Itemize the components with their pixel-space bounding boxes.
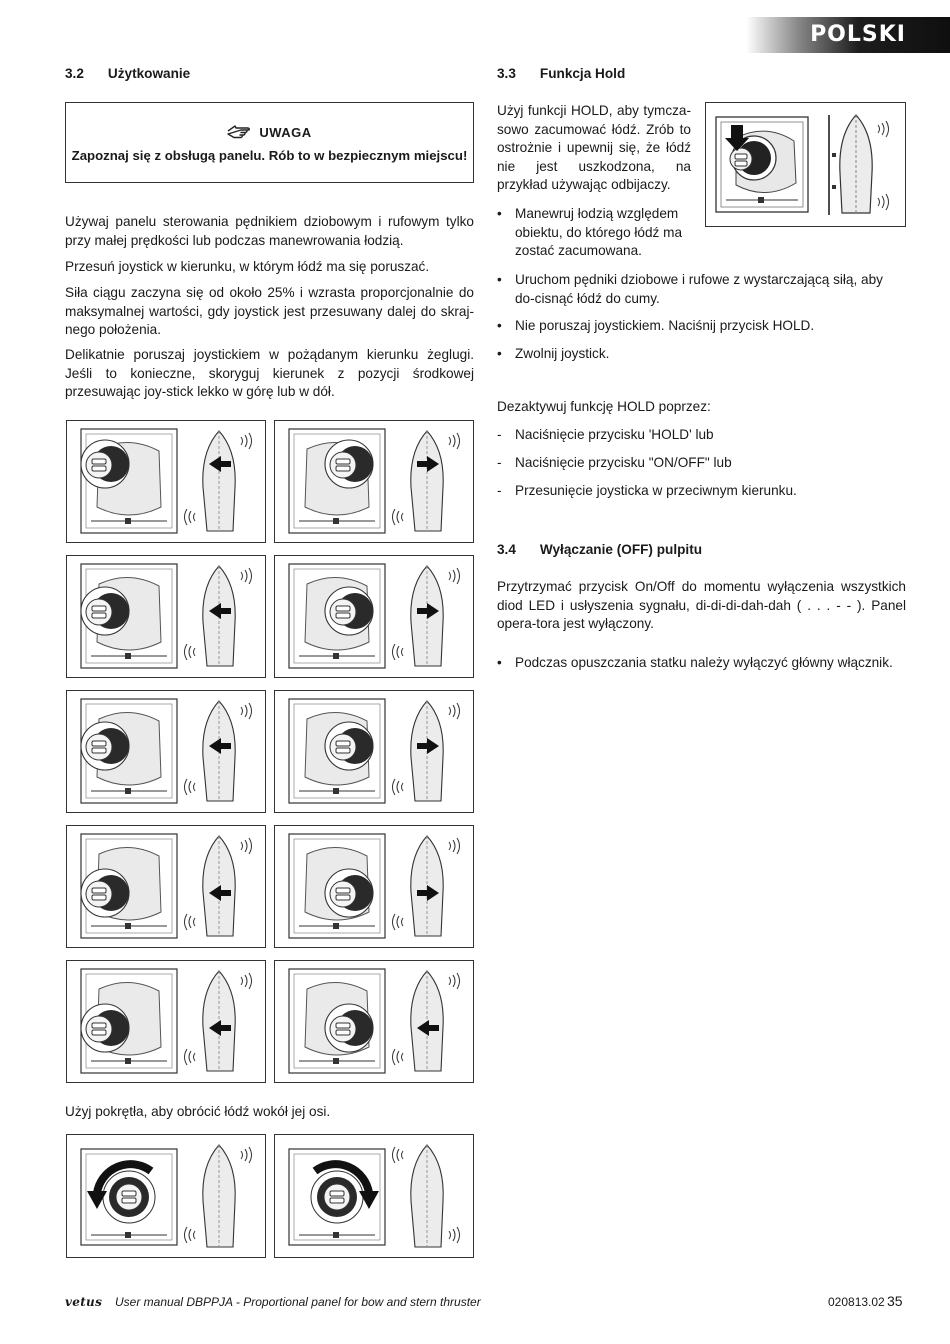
list-item: • Nie poruszaj joystickiem. Naciśnij przycisk HOLD.: [497, 318, 815, 333]
joystick-illustration: [66, 690, 266, 813]
list-item-text: Przesunięcie joysticka w przeciwnym kierunku.: [515, 483, 797, 498]
warning-text: Zapoznaj się z obsługą panelu. Rób to w bezpiecznym miejscu!: [71, 148, 468, 163]
joystick-illustration: [66, 825, 266, 948]
manual-title: User manual DBPPJA - Proportional panel for bow and stern thruster: [115, 1295, 481, 1309]
joystick-panel-icon: [289, 1149, 385, 1245]
section-title: Użytkowanie: [107, 66, 191, 81]
boat-thrust-icon: [185, 971, 252, 1071]
knob-caption: Użyj pokrętła, aby obrócić łódź wokół jej osi.: [65, 1104, 331, 1119]
list-item-text: Nie poruszaj joystickiem. Naciśnij przycisk HOLD.: [515, 318, 815, 333]
joystick-panel-icon: [81, 429, 177, 533]
boat-thrust-icon: [393, 566, 460, 666]
section-number: 3.3: [497, 66, 516, 81]
joystick-panel-icon: [81, 1149, 177, 1245]
boat-thrust-icon: [393, 701, 460, 801]
joystick-panel-icon: [289, 834, 385, 938]
section-number: 3.4: [497, 542, 516, 557]
boat-thrust-icon: [393, 431, 460, 531]
warning-label: UWAGA: [259, 125, 312, 140]
list-item: - Przesunięcie joysticka w przeciwnym kierunku.: [497, 483, 797, 498]
list-item: • Podczas opuszczania statku należy wyłączyć główny włącznik.: [497, 655, 893, 670]
list-item: • Uruchom pędniki dziobowe i rufowe z wystarczającą siłą, aby do-cisnąć łódź do cumy.: [497, 272, 883, 306]
joystick-illustration: [66, 960, 266, 1083]
list-item-text: Naciśnięcie przycisku "ON/OFF" lub: [515, 455, 732, 470]
joystick-panel-icon: [81, 969, 177, 1073]
list-item: • Zwolnij joystick.: [497, 345, 610, 361]
section-heading-3-4: [497, 541, 906, 560]
joystick-panel-icon: [81, 564, 177, 668]
joystick-illustration: [274, 825, 474, 948]
joystick-panel-icon: [289, 969, 385, 1073]
language-tab: POLSKI: [746, 17, 950, 53]
boat-thrust-icon: [393, 1145, 460, 1247]
joystick-illustration: [66, 420, 266, 543]
joystick-panel-icon: [81, 699, 177, 803]
paragraph-thrust: Siła ciągu zaczyna się od około 25% i wzrasta proporcjonalnie do maksymalnej wartości, gdy joystick jest przesuwany dalej do skraj-nego położenia.: [65, 285, 474, 337]
list-item-text: Podczas opuszczania statku należy wyłączyć główny włącznik.: [515, 655, 893, 670]
joystick-illustration: [274, 420, 474, 543]
section-heading-3-3: [497, 65, 906, 84]
boat-thrust-icon: [185, 701, 252, 801]
section-heading-3-2: [65, 65, 474, 84]
paragraph-correct-direction: Delikatnie poruszaj joystickiem w pożądanym kierunku żeglugi. Jeśli to konieczne, skoryguj kierunek z pozycji środkowej przesuwając joy-stick lekko w górę lub w dół.: [65, 347, 474, 399]
hold-bullet-list-2: [497, 271, 906, 363]
off-bullet-list: [497, 654, 906, 673]
section-number: 3.2: [65, 66, 84, 81]
off-paragraph: Przytrzymać przycisk On/Off do momentu wyłączenia wszystkich diod LED i usłyszenia sygnału, di-di-di-dah-dah ( . . . - - ). Panel opera-tora jest wyłączony.: [497, 579, 906, 631]
boat-thrust-icon: [185, 1145, 252, 1247]
document-code: 020813.02: [828, 1295, 885, 1309]
hold-bullet-list-1: [497, 205, 691, 261]
boat-thrust-icon: [393, 836, 460, 936]
boat-thrust-icon: [185, 836, 252, 936]
paragraph-move-joystick: Przesuń joystick w kierunku, w którym łódź ma się poruszać.: [65, 259, 430, 274]
boat-thrust-icon: [185, 566, 252, 666]
list-item: - Naciśnięcie przycisku 'HOLD' lub: [497, 427, 714, 442]
section-title: Funkcja Hold: [539, 66, 626, 81]
warning-box: [65, 102, 474, 183]
joystick-panel-icon: [81, 834, 177, 938]
boat-thrust-icon: [185, 431, 252, 531]
brand-logo: vetus: [65, 1295, 103, 1309]
list-item-text: Zwolnij joystick.: [515, 345, 610, 361]
footer: [0, 1294, 950, 1314]
joystick-panel-icon: [289, 429, 385, 533]
joystick-illustration: [274, 690, 474, 813]
boat-thrust-icon: [393, 971, 460, 1071]
list-item-text: Naciśnięcie przycisku 'HOLD' lub: [515, 427, 714, 442]
hold-intro: Użyj funkcji HOLD, aby tymcza-sowo zacumować łódź. Zrób to ostrożnie i upewnij się, że łódź nie jest uszkodzona, na przykład używając odbijaczy.: [497, 103, 691, 192]
list-item: - Naciśnięcie przycisku "ON/OFF" lub: [497, 455, 732, 470]
deactivate-list: [497, 426, 906, 501]
joystick-illustration: [274, 555, 474, 678]
deactivate-intro: Dezaktywuj funkcję HOLD poprzez:: [497, 399, 711, 414]
hold-figure: [705, 102, 906, 227]
section-title: Wyłączanie (OFF) pulpitu: [539, 542, 703, 557]
list-item: • Manewruj łodzią względem obiektu, do którego łódź ma zostać zacumowana.: [497, 206, 683, 258]
list-item-text: Manewruj łodzią względem obiektu, do którego łódź ma zostać zacumowana.: [515, 206, 683, 258]
joystick-panel-icon: [289, 564, 385, 668]
joystick-illustration: [274, 960, 474, 1083]
pointing-hand-icon: [227, 123, 253, 142]
rotation-illustration: [274, 1134, 474, 1258]
joystick-illustration: [66, 555, 266, 678]
page-number: 35: [887, 1293, 903, 1309]
warning-heading: [66, 123, 473, 142]
hold-press-arrow-icon: [706, 103, 905, 226]
joystick-panel-icon: [289, 699, 385, 803]
list-item-text: Uruchom pędniki dziobowe i rufowe z wystarczającą siłą, aby do-cisnąć łódź do cumy.: [515, 272, 883, 306]
rotation-illustration: [66, 1134, 266, 1258]
paragraph-low-speed: Używaj panelu sterowania pędnikiem dziobowym i rufowym tylko przy małej prędkości lub podczas manewrowania łodzią.: [65, 214, 474, 248]
